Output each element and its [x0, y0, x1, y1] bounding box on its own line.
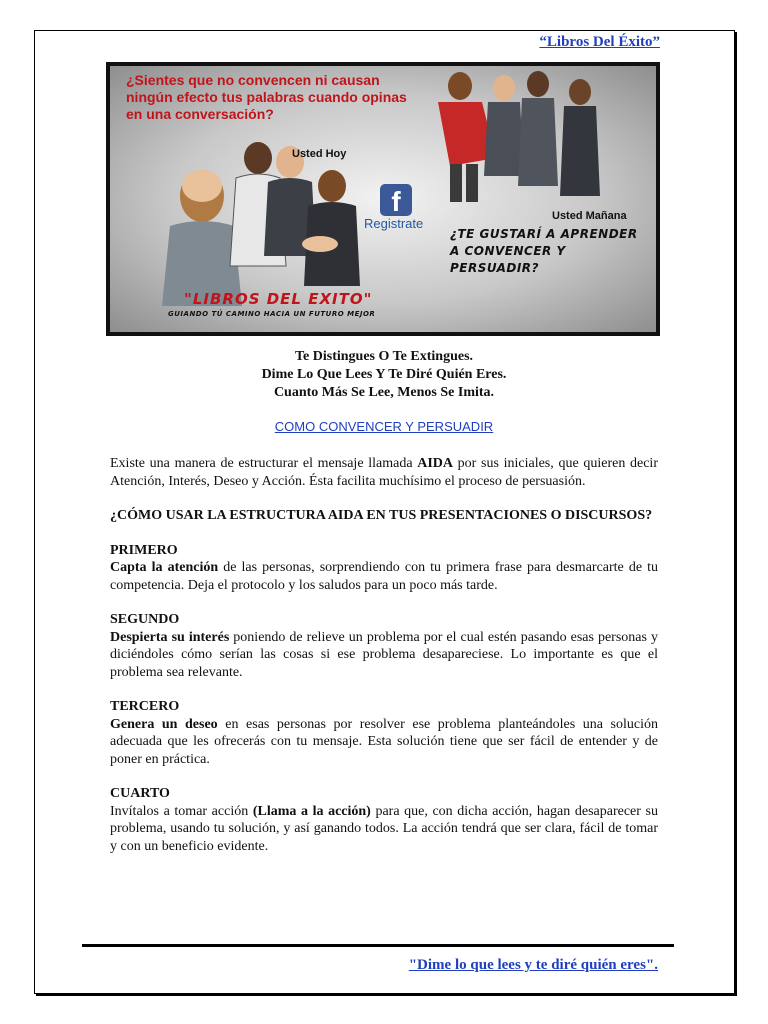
banner-image[interactable] [106, 62, 660, 336]
step-text-second [110, 629, 658, 682]
motto-line: Cuanto Más Se Lee, Menos Se Imita. [273, 385, 495, 400]
step-heading-second: SEGUNDO [110, 612, 180, 627]
article-body [110, 455, 658, 855]
step-bold: (Llama a la acción) [252, 803, 371, 819]
intro-text: Existe una manera de estructurar el mensaje llamada [110, 456, 418, 471]
mottos [110, 348, 658, 402]
intro-text-end: por sus iniciales, que quieren decir Atención, Interés, Deseo y Acción. Ésta facilita muchísimo el proceso de persuasión. [110, 456, 658, 489]
label-usted-hoy: Usted Hoy [292, 148, 347, 160]
footer-divider [82, 944, 674, 947]
step-text-first [110, 559, 658, 594]
facebook-icon: f [380, 184, 412, 216]
banner-brand: "LIBROS DEL EXITO" [184, 290, 373, 308]
banner-slogan: GUIANDO TÚ CAMINO HACIA UN FUTURO MEJOR [168, 310, 376, 318]
register-text: Registrate [364, 216, 424, 231]
step-heading-fourth: CUARTO [110, 786, 170, 801]
step-text: de las personas, sorprendiendo con tu primera frase para desmarcarte de tu competencia. Deja el protocolo y los saludos para un poco más tarde. [110, 560, 659, 593]
header-link[interactable]: “Libros Del Éxito” [539, 34, 660, 50]
step-text: Invítalos a tomar acción [110, 803, 253, 819]
step-text: poniendo de relieve un problema por el cual estén pasando esas personas y diciéndoles cómo serían las cosas si ese problema desapareciese. Lo importante es que el problema sea relevante. [110, 629, 658, 680]
step-text-fourth [110, 803, 658, 856]
step-bold: Genera un deseo [110, 716, 218, 732]
step-bold: Despierta su interés [110, 629, 230, 645]
step-text: en esas personas por resolver ese problema planteándoles una solución adecuada que les ofrecerás con tu mensaje. Esta solución tiene que ser fácil de entender y de poner en práctica. [110, 716, 658, 767]
section-title-link[interactable]: COMO CONVENCER Y PERSUADIR [274, 419, 494, 434]
motto-line: Dime Lo Que Lees Y Te Diré Quién Eres. [261, 367, 507, 382]
step-heading-first: PRIMERO [110, 542, 178, 558]
banner-cta: ¿TE GUSTARÍ A APRENDER A CONVENCER Y PERSUADIR? [450, 227, 638, 275]
intro-paragraph [110, 455, 658, 490]
step-text-end: para que, con dicha acción, hagan desaparecer su problema, usando tu solución, y así ganando todos. La acción tendrá que ser clara, fácil de tomar y con un beneficio evidente. [110, 803, 658, 854]
intro-bold: AIDA [417, 456, 453, 471]
footer-link[interactable]: "Dime lo que lees y te diré quién eres". [408, 957, 658, 973]
people-tomorrow-illustration [438, 71, 600, 202]
step-heading-third: TERCERO [110, 699, 180, 714]
people-today-illustration [162, 142, 360, 306]
banner-question: ¿Sientes que no convencen ni causan ningún efecto tus palabras cuando opinas en una conversación? [126, 72, 407, 122]
motto-line: Te Distingues O Te Extingues. [294, 349, 474, 364]
step-bold: Capta la atención [110, 560, 219, 575]
step-text-third [110, 716, 658, 769]
aida-question: ¿CÓMO USAR LA ESTRUCTURA AIDA EN TUS PRESENTACIONES O DISCURSOS? [110, 508, 653, 523]
label-usted-manana: Usted Mañana [552, 210, 627, 222]
